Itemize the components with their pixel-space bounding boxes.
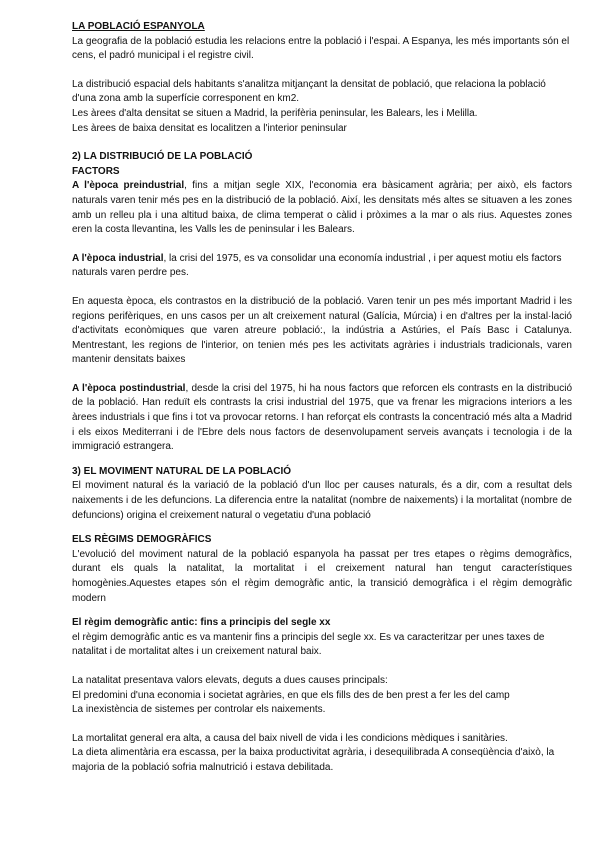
section-2-heading: 2) LA DISTRIBUCIÓ DE LA POBLACIÓ bbox=[72, 151, 253, 163]
document-page bbox=[72, 20, 572, 776]
mortalitat-line-2: La dieta alimentària era escassa, per la baixa productivitat agrària, i desequilibrada A conseqüència d'això, la majoria de la població sofria malnutrició i estava debilitada. bbox=[72, 747, 555, 773]
postindustrial-lead: A l'època postindustrial bbox=[72, 382, 186, 394]
antic-heading: El règim demogràfic antic: fins a principis del segle xx bbox=[72, 617, 331, 629]
mortalitat-line-1: La mortalitat general era alta, a causa del baix nivell de vida i les condicions mèdiques i sanitàries. bbox=[72, 732, 508, 744]
natalitat-line-3: La inexistència de sistemes per controlar els naixements. bbox=[72, 704, 326, 716]
regims-heading: ELS RÈGIMS DEMOGRÀFICS bbox=[72, 534, 212, 546]
preindustrial-lead: A l'època preindustrial bbox=[72, 180, 185, 192]
page-title: LA POBLACIÓ ESPANYOLA bbox=[72, 21, 205, 32]
low-density-line: Les àrees de baixa densitat es localitzen a l'interior peninsular bbox=[72, 122, 347, 134]
postindustrial-paragraph bbox=[72, 382, 572, 455]
natalitat-line-2: El predomini d'una economia i societat agràries, en que els fills des de ben prest a fer les del camp bbox=[72, 689, 510, 701]
preindustrial-paragraph bbox=[72, 179, 572, 237]
density-paragraph: La distribució espacial dels habitants s'analitza mitjançant la densitat de població, que relaciona la població d'una zona amb la superfície corresponent en km2. bbox=[72, 78, 546, 105]
industrial-lead: A l'època industrial bbox=[72, 252, 164, 264]
intro-paragraph: La geografia de la població estudia les relacions entre la població i l'espai. A Espanya, les més importants són el cens, el padró municipal i el registre civil. bbox=[72, 35, 570, 62]
regims-paragraph: L'evolució del moviment natural de la població espanyola ha passat per tres etapes o règims demogràfics, durant els quals la natalitat, la mortalitat i el creixement natural han tengut característiques homogènies.Aquestes etapes són el règim demogràfic antic, la transició demogràfica i el règim demogràfic modern bbox=[72, 548, 572, 604]
factors-heading: FACTORS bbox=[72, 165, 120, 177]
natalitat-line-1: La natalitat presentava valors elevats, deguts a dues causes principals: bbox=[72, 674, 388, 686]
high-density-line: Les àrees d'alta densitat se situen a Madrid, la perifèria peninsular, les Balears, les i Melilla. bbox=[72, 107, 478, 119]
section-3-heading: 3) EL MOVIMENT NATURAL DE LA POBLACIÓ bbox=[72, 465, 292, 477]
industrial-text: , la crisi del 1975, es va consolidar una economía industrial , i per aquest motiu els factors naturals varen perdre pes. bbox=[72, 252, 562, 279]
preindustrial-text: , fins a mitjan segle XIX, l'economia era bàsicament agrària; per això, els factors naturals varen tenir més pes en la distribució de la població. Així, les densitats més altes se situaven a les zones amb un relleu pla i una altitud baixa, de clima temperat o càlid i pròximes a la mar o als rius. Aquestes zones eren la costa llevantina, les Valls les de peninsular i les Balears. bbox=[72, 180, 573, 236]
industrial-paragraph bbox=[72, 252, 572, 281]
contrasts-paragraph: En aquesta època, els contrastos en la distribució de la població. Varen tenir un pes més important Madrid i les regions perifèriques, en uns casos per un alt creixement natural (Galícia, Múrcia) i en d'altres per la instal·lació d'activitats econòmiques que varen atreure població:, la indústria a Astúries, el País Basc i Catalunya. Mentrestant, les regions de l'interior, on tenien més pes les activitats agràries i industrials tradicionals, varen mantenir densitats baixes bbox=[72, 295, 572, 366]
antic-paragraph: el règim demogràfic antic es va mantenir fins a principis del segle xx. Es va caracteritzar per unes taxes de natalitat i de mortalitat altes i un creixement natural baix. bbox=[72, 631, 545, 658]
postindustrial-text: , desde la crisi del 1975, hi ha nous factors que reforcen els contrasts en la distribució de la població. Han reduït els contrasts la crisi industrial del 1975, que va frenar les migracions interiors a les àrees industrials i que fins i tot va provocar retorns. I han reforçat els contrasts la concentració més alta a Madrid i els eixos Mediterrani i de l'Ebre dels nous factors de desenvolupament serveis avançats i tecnologia i de la immigració estrangera. bbox=[72, 382, 573, 453]
natural-movement-paragraph: El moviment natural és la variació de la població d'un lloc per causes naturals, és a dir, com a resultat dels naixements i de les defuncions. La diferencia entre la natalitat (nombre de naixements) i la mortalitat (nombre de defuncions) origina el creixement natural o vegetatiu d'una població bbox=[72, 480, 572, 521]
